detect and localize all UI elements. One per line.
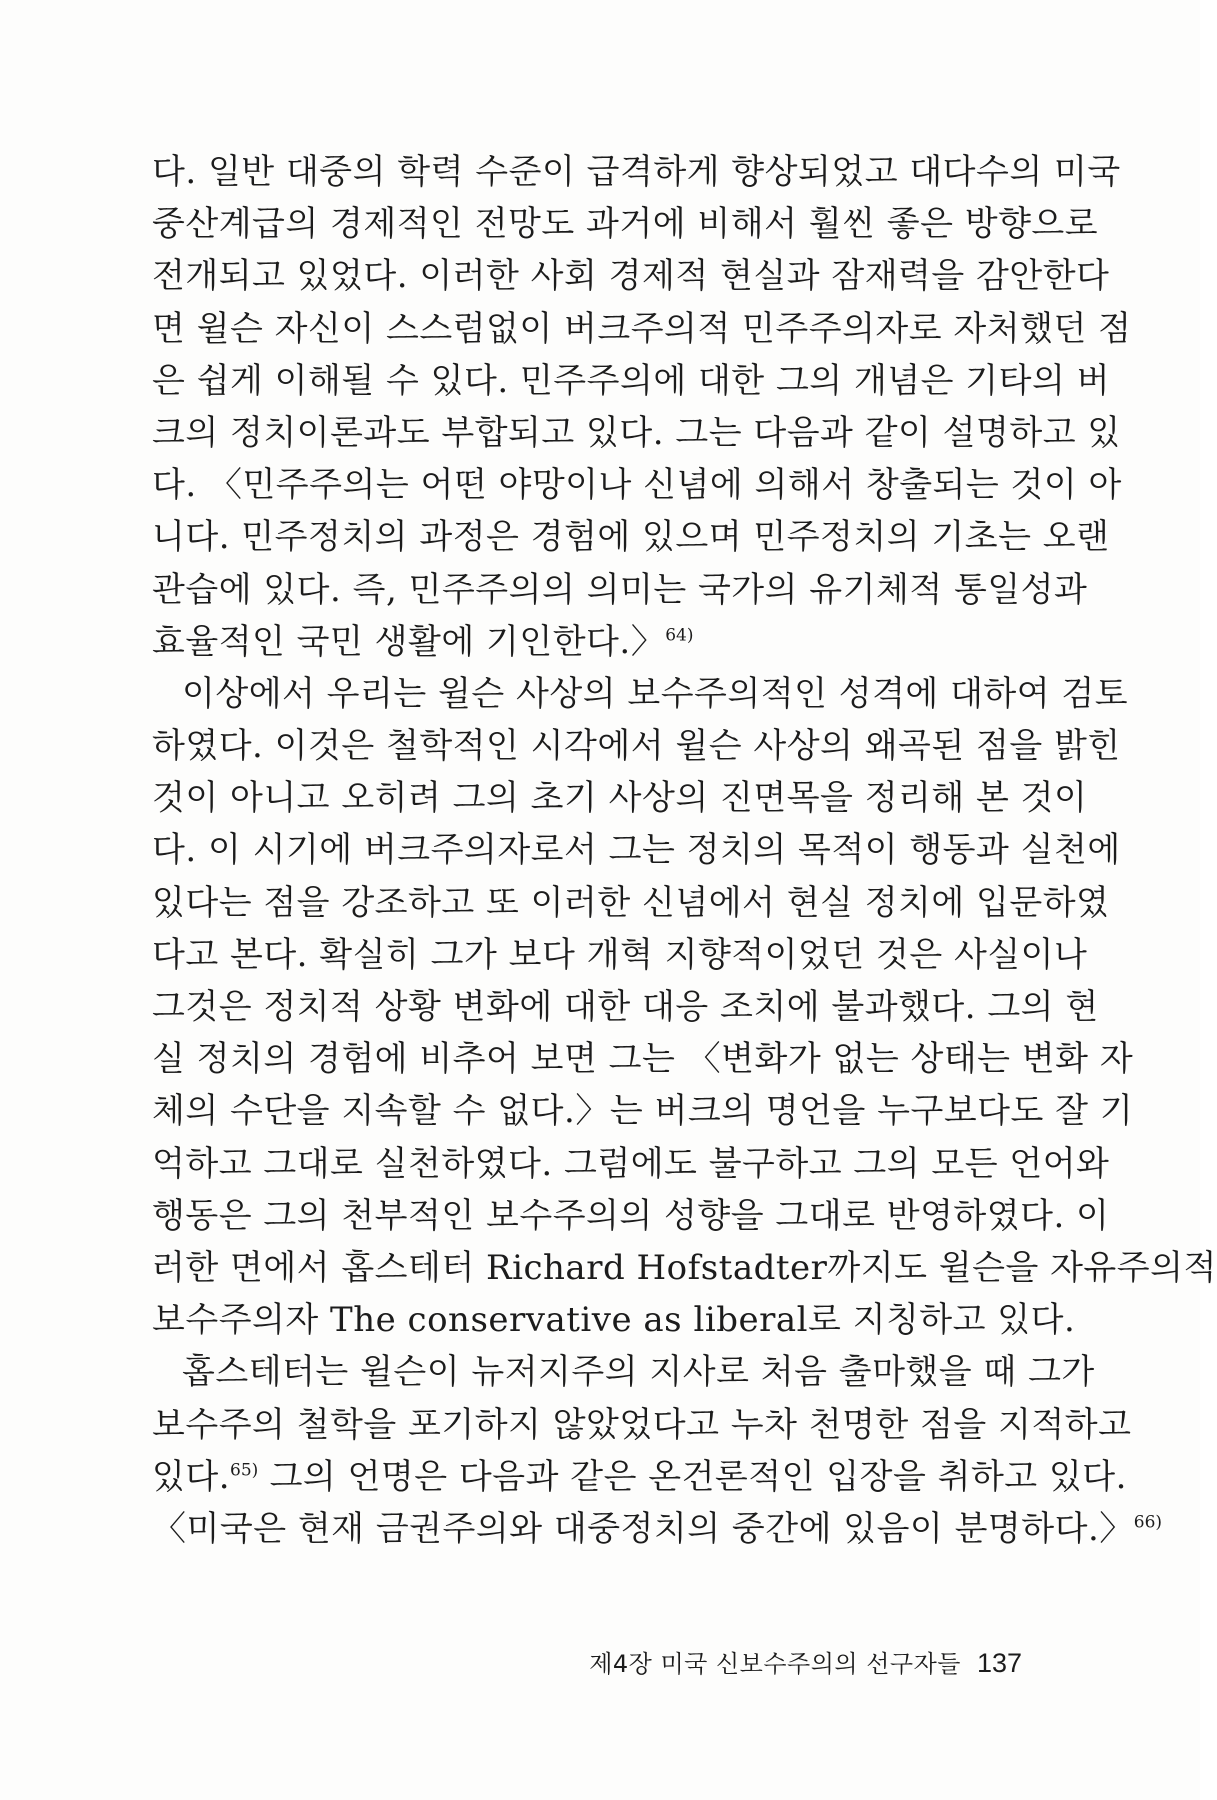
text-line: 보수주의자 The conservative as liberal로 지칭하고 있다. [152,1300,1076,1341]
text-line: 있다는 점을 강조하고 또 이러한 신념에서 현실 정치에 입문하였 [152,882,1110,923]
text-line: 것이 아니고 오히려 그의 초기 사상의 진면목을 정리해 본 것이 [152,778,1088,819]
text-line: 다. 〈민주주의는 어떤 야망이나 신념에 의해서 창출되는 것이 아 [152,465,1122,506]
text-line: 보수주의 철학을 포기하지 않았었다고 누차 천명한 점을 지적하고 [152,1404,1132,1445]
text-line: 니다. 민주정치의 과정은 경험에 있으며 민주정치의 기초는 오랜 [152,517,1110,558]
text-line: 이상에서 우리는 윌슨 사상의 보수주의적인 성격에 대하여 검토 [182,673,1129,714]
footnote-marker: 64) [665,625,694,646]
running-chapter-title: 제4장 미국 신보수주의의 선구자들 [589,1650,961,1678]
text-line: 하였다. 이것은 철학적인 시각에서 윌슨 사상의 왜곡된 점을 밝힌 [152,726,1121,767]
text-line: 관습에 있다. 즉, 민주주의의 의미는 국가의 유기체적 통일성과 [152,569,1088,610]
page-footer [0,1644,1022,1679]
text-line: 효율적인 국민 생활에 기인한다.〉$^{64)}$ [152,621,694,662]
text-line: 러한 면에서 홉스테터 Richard Hofstadter까지도 윌슨을 자유주의적 [152,1247,1217,1288]
footnote-marker: 65) [230,1460,259,1481]
text-line: 〈미국은 현재 금권주의와 대중정치의 중간에 있음이 분명하다.〉$^{66)}$ [152,1508,1163,1549]
text-line: 체의 수단을 지속할 수 없다.〉는 버크의 명언을 누구보다도 잘 기 [152,1091,1134,1132]
text-line: 전개되고 있었다. 이러한 사회 경제적 현실과 잠재력을 감안한다 [152,256,1110,297]
text-line: 다. 일반 대중의 학력 수준이 급격하게 향상되었고 대다수의 미국 [152,152,1121,192]
text-line: 크의 정치이론과도 부합되고 있다. 그는 다음과 같이 설명하고 있 [152,412,1121,453]
text-line: 있다.$^{65)}$ 그의 언명은 다음과 같은 온건론적인 입장을 취하고 있다. [152,1456,1127,1497]
text-line: 홉스테터는 윌슨이 뉴저지주의 지사로 처음 출마했을 때 그가 [182,1352,1095,1393]
text-line: 면 윌슨 자신이 스스럼없이 버크주의적 민주주의자로 자처했던 점 [152,308,1132,349]
text-line: 실 정치의 경험에 비추어 보면 그는 〈변화가 없는 상태는 변화 자 [152,1039,1134,1080]
text-line: 중산계급의 경제적인 전망도 과거에 비해서 훨씬 좋은 방향으로 [152,204,1099,245]
footnote-marker: 66) [1133,1512,1163,1533]
text-line: 다. 이 시기에 버크주의자로서 그는 정치의 목적이 행동과 실천에 [152,830,1121,871]
page-number: 137 [976,1648,1022,1678]
text-line: 은 쉽게 이해될 수 있다. 민주주의에 대한 그의 개념은 기타의 버 [152,360,1110,401]
text-line: 행동은 그의 천부적인 보수주의의 성향을 그대로 반영하였다. 이 [152,1195,1110,1236]
text-line: 다고 본다. 확실히 그가 보다 개혁 지향적이었던 것은 사실이나 [152,934,1088,975]
text-line: 그것은 정치적 상황 변화에 대한 대응 조치에 불과했다. 그의 현 [152,987,1099,1027]
text-line: 억하고 그대로 실천하였다. 그럼에도 불구하고 그의 모든 언어와 [152,1143,1110,1184]
body-text [152,146,1217,1555]
